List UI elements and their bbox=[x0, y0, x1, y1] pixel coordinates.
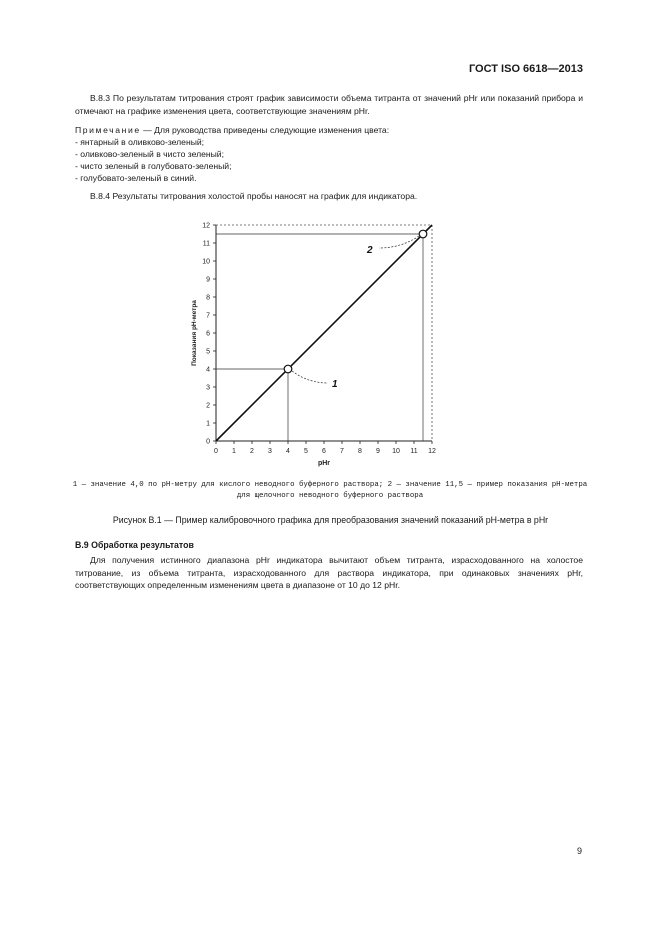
x-axis-label: pHr bbox=[317, 460, 331, 467]
x-tick-label: 6 bbox=[322, 448, 326, 455]
point-label: 1 bbox=[332, 379, 338, 390]
x-tick-label: 0 bbox=[214, 448, 218, 455]
figure-legend-line: 1 — значение 4,0 по pH-метру для кислого неводного буферного раствора; 2 — значение 11,5 — пример показания pH-метра bbox=[72, 481, 588, 489]
y-axis-label: Показания pH-метра bbox=[191, 300, 198, 366]
calibration-line bbox=[216, 225, 432, 441]
y-tick-label: 4 bbox=[206, 366, 210, 374]
x-tick-label: 10 bbox=[392, 448, 400, 455]
section-paragraph: Для получения истинного диапазона pHr индикатора вычитают объем титранта, израсходованного на холостое титрование, из объема титранта, израсходованного для раствора индикатора, при одинаковых значениях pHr, соответствующих определенным изменениям цвета в диапазоне от 10 до 12 pHr. bbox=[75, 555, 583, 590]
note-heading bbox=[75, 124, 389, 136]
y-tick-label: 12 bbox=[202, 222, 210, 230]
page-number: 9 bbox=[576, 846, 582, 856]
point-label: 2 bbox=[367, 245, 373, 256]
x-tick-label: 11 bbox=[410, 448, 418, 455]
note-item: - голубовато-зеленый в синий. bbox=[75, 173, 197, 183]
y-tick-label: 2 bbox=[206, 402, 210, 410]
calibration-chart bbox=[180, 215, 460, 475]
y-tick-label: 7 bbox=[206, 312, 210, 320]
data-point-marker bbox=[284, 365, 292, 373]
figure-caption: Рисунок В.1 — Пример калибровочного графика для преобразования значений показаний pH-метра в pHr bbox=[112, 515, 549, 525]
note-label: Примечание bbox=[75, 125, 141, 135]
x-tick-label: 4 bbox=[286, 448, 290, 455]
x-tick-label: 1 bbox=[232, 448, 236, 455]
data-point-marker bbox=[419, 230, 427, 238]
x-tick-label: 5 bbox=[304, 448, 308, 455]
y-tick-label: 3 bbox=[206, 384, 210, 392]
note-block bbox=[75, 124, 389, 184]
document-id-header: ГОСТ ISO 6618—2013 bbox=[468, 63, 583, 75]
note-text: — Для руководства приведены следующие изменения цвета: bbox=[143, 125, 390, 135]
y-tick-label: 8 bbox=[206, 294, 210, 302]
y-tick-label: 1 bbox=[206, 420, 210, 428]
x-tick-label: 8 bbox=[358, 448, 362, 455]
section-title: В.9 Обработка результатов bbox=[75, 540, 194, 550]
x-tick-label: 3 bbox=[268, 448, 272, 455]
x-tick-label: 12 bbox=[428, 448, 436, 455]
y-tick-label: 6 bbox=[206, 330, 210, 338]
callout-leader bbox=[379, 236, 419, 248]
y-tick-label: 10 bbox=[202, 258, 210, 266]
y-tick-label: 11 bbox=[202, 240, 210, 248]
paragraph-b84: В.8.4 Результаты титрования холостой пробы наносят на график для индикатора. bbox=[90, 191, 418, 201]
note-item: - янтарный в оливково-зеленый; bbox=[75, 137, 205, 147]
y-tick-label: 0 bbox=[206, 438, 210, 446]
note-item: - оливково-зеленый в чисто зеленый; bbox=[75, 149, 224, 159]
x-tick-label: 7 bbox=[340, 448, 344, 455]
y-tick-label: 5 bbox=[206, 348, 210, 356]
callout-leader bbox=[292, 371, 328, 383]
paragraph-b83: В.8.3 По результатам титрования строят график зависимости объема титранта от значений pHr или показаний прибора и отмечают на графике изменения цвета, соответствующие значениям pHr. bbox=[75, 93, 583, 116]
y-tick-label: 9 bbox=[206, 276, 210, 284]
x-tick-label: 9 bbox=[376, 448, 380, 455]
figure-legend-line: для щелочного неводного буферного раствора bbox=[236, 491, 424, 500]
x-tick-label: 2 bbox=[250, 448, 254, 455]
note-item: - чисто зеленый в голубовато-зеленый; bbox=[75, 161, 232, 171]
figure-legend bbox=[40, 480, 620, 501]
